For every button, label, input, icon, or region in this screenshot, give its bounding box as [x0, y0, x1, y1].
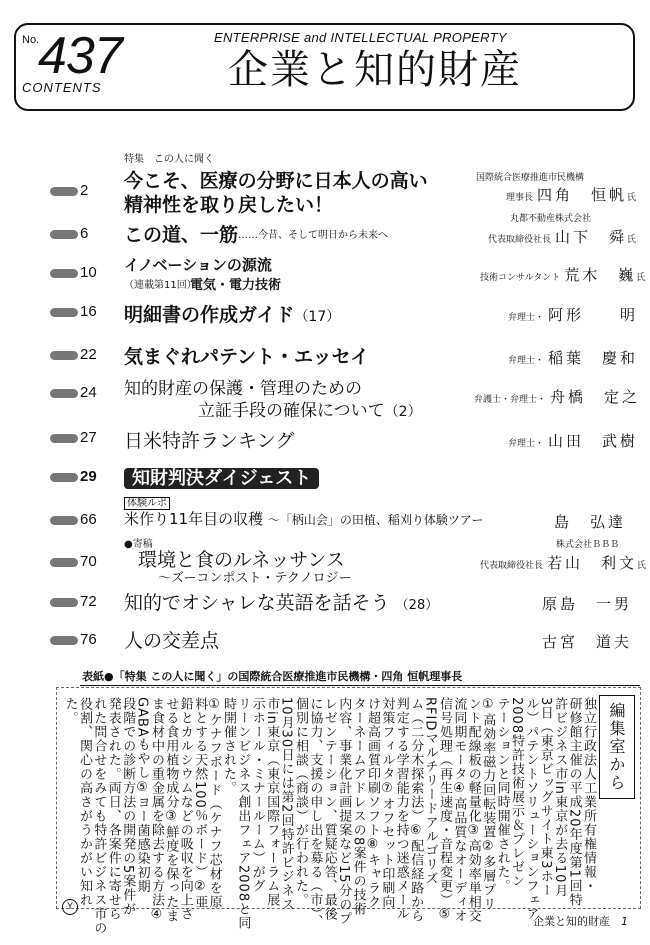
author: 代表取締役社長 山下 舜氏: [488, 228, 637, 246]
kicker: ●寄稿: [124, 539, 153, 550]
title: 明細書の作成ガイド（17）: [124, 304, 341, 326]
editor-signature: Y: [62, 899, 78, 915]
toc-bar: [50, 269, 78, 278]
toc-bar: [50, 187, 78, 196]
author: 弁理士・ 阿形 明: [508, 306, 639, 324]
contents-label: CONTENTS: [22, 80, 102, 95]
editorial-column: ターネームアドレスの8案件の技術: [350, 697, 366, 917]
editorial-column: 示ホール・ミナールーム）がグ: [249, 697, 265, 893]
editorial-column: ム（二分木探索法）⑥配信経路から: [408, 697, 424, 923]
magazine-title: 企業と知的財産: [228, 47, 522, 93]
page-number: 10: [80, 264, 97, 281]
author: 弁理士・ 山田 武樹: [508, 432, 639, 450]
toc-bar: [50, 230, 78, 239]
tag: 体験ルポ: [124, 491, 170, 510]
series-title: 電気・電力技術: [190, 278, 282, 293]
page-number: 76: [80, 631, 97, 648]
organization: 株式会社ＢＢＢ: [556, 540, 620, 550]
author: 原島 一男: [542, 595, 633, 613]
editorial-column: 独立行政法人工業所有権情報・: [581, 697, 596, 893]
page-number: 27: [80, 429, 97, 446]
editorial-column: ①高効率磁力回転装置②多層プリ: [480, 697, 496, 911]
page-number: 16: [80, 303, 97, 320]
title: 米作り11年目の収穫 ～「柄山会」の田植、稲刈り体験ツアー: [124, 510, 484, 528]
title-line2: 精神性を取り戻したい！: [124, 194, 334, 216]
editorial-column: 時開催された。: [221, 697, 236, 795]
series-number: （連載第11回）: [124, 280, 197, 291]
page-number: 66: [80, 511, 97, 528]
toc-bar: [50, 351, 78, 360]
toc-bar: [50, 473, 78, 482]
editorial-column: ル）パテントソリューションフェア: [523, 697, 539, 921]
title: 気まぐれパテント・エッセイ: [124, 346, 370, 368]
page-footer: 企業と知的財産 1: [533, 915, 628, 928]
english-title: ENTERPRISE and INTELLECTUAL PROPERTY: [214, 30, 507, 45]
toc-bar: [50, 636, 78, 645]
editorial-column: 役割、関心の高さがうかがい知れ: [77, 697, 92, 907]
issue-number: 437: [38, 27, 122, 85]
editorial-column: GABAもやし⑤ヨー菌感染初期: [134, 697, 150, 894]
editorial-column: た。: [62, 697, 78, 725]
toc-bar: [50, 308, 78, 317]
editorial-column: 判定する学習能力を持つ迷惑メール: [393, 697, 409, 921]
role: 理事長: [506, 193, 534, 203]
subtitle: ……今昔、そして明日から未来へ: [238, 230, 388, 241]
author: 代表取締役社長 若山 利文氏: [480, 554, 647, 572]
kicker: 特集 この人に聞く: [124, 154, 214, 165]
title: 知的でオシャレな英語を話そう （28）: [124, 592, 439, 614]
page-number: 24: [80, 384, 97, 401]
editorial-column: 料とする天然100％ボード）②亜: [192, 697, 208, 909]
editorial-column: 鉛とカルシウムなどの吸収を向上さ: [177, 697, 193, 921]
editorial-column: け超高画質印刷ソフト⑧キャラク: [365, 697, 380, 909]
title: 環境と食のルネッサンス: [138, 549, 345, 571]
editorial-column: 信号処理（再生速度・音程変更）⑤: [437, 697, 452, 923]
editorial-column: 内容、事業化計画提案など15分のプ: [336, 697, 352, 926]
author: 技術コンサルタント 荒木 巍氏: [480, 266, 646, 284]
toc-bar: [50, 558, 78, 567]
page-number: 72: [80, 593, 97, 610]
editorial-column: 研修館主催の平成20年度第1回特: [566, 697, 582, 907]
editorial-column: せる食用植物成分③鮮度を保ったま: [163, 697, 179, 923]
editorial-column: 段階での診断方法の開発の5案件が: [120, 697, 136, 917]
toc-bar: [50, 434, 78, 443]
toc-bar: [50, 389, 78, 398]
editorial-column: 流同期モータ④高品質なオーディオ: [451, 697, 467, 923]
toc-bar: [50, 598, 78, 607]
title: イノベーションの源流: [124, 256, 272, 274]
editorial-column: ント配線板の軽量化③高効率単相交: [465, 697, 481, 923]
editorial-column: ま食材中の重金属を除去する方法④: [149, 697, 164, 923]
editorial-column: 対策フィルタ⑦オフセット印刷向: [379, 697, 395, 909]
page-number: 22: [80, 346, 97, 363]
editorial-column: に協力、支援の申し出を募る（市）、: [307, 697, 323, 929]
author: 古宮 道夫: [542, 633, 633, 651]
subtitle: ～ズーコンポスト・テクノロジー: [158, 571, 352, 586]
editorial-column: レゼンテーション、質疑応答、最後: [321, 697, 337, 921]
issue-no-label: No.: [22, 34, 40, 46]
title: この道、一筋: [124, 224, 239, 246]
editorial-column: 個別に相談（商談）が行われた。: [293, 697, 308, 907]
editorial-column: ①ケナフボード（ケナフ芯材を原: [206, 697, 222, 909]
title: 日米特許ランキング: [124, 430, 295, 452]
editorial-column: リーンビジネス創出フェア2008と同: [235, 697, 251, 931]
author: 島 弘達: [554, 513, 627, 531]
title: 知財判決ダイジェスト: [124, 464, 319, 490]
name: 四角 恒帆: [537, 186, 628, 204]
editorial-column: 発表された。両日、各案件に寄せら: [105, 697, 121, 921]
title: 今こそ、医療の分野に日本人の高い: [124, 170, 428, 192]
editorial-column: れた問合せをみても特許ビジネス市の: [91, 697, 107, 935]
editorial-column: 許ビジネス市in東京が去る10月: [552, 697, 568, 898]
page-number: 29: [80, 468, 97, 485]
organization: 国際統合医療推進市民機構: [476, 173, 585, 183]
divider: [80, 685, 640, 686]
editorial-column: 市in東京（東京国際フォーラム展: [264, 697, 280, 907]
page-number: 2: [80, 182, 89, 199]
editorial-label: 編集室から: [599, 695, 635, 799]
page-number: 6: [80, 225, 89, 242]
editorial-column: 2008特許技術展示＆プレゼン: [509, 697, 524, 889]
editorial-column: テーションと同時開催された。: [494, 697, 510, 893]
organization: 丸都不動産株式会社: [510, 214, 592, 224]
title-line2: 立証手段の確保について（2）: [198, 401, 422, 421]
editorial-column: RFIDマルチリードアルゴリズ: [422, 697, 438, 886]
author: 弁理士・ 稲葉 慶和: [508, 349, 639, 367]
title: 人の交差点: [124, 630, 220, 652]
editorial-column: 10月30日には第2回特許ビジネス: [278, 697, 294, 912]
editorial-column: 3日（東京ビッグサイト東3ホー: [537, 697, 553, 898]
author: 弁護士・弁理士・ 舟橋 定之: [474, 388, 641, 406]
toc-bar: [50, 516, 78, 525]
page-number: 70: [80, 553, 97, 570]
title: 知的財産の保護・管理のための: [124, 379, 362, 399]
author: 理事長 四角 恒帆氏: [506, 186, 637, 204]
